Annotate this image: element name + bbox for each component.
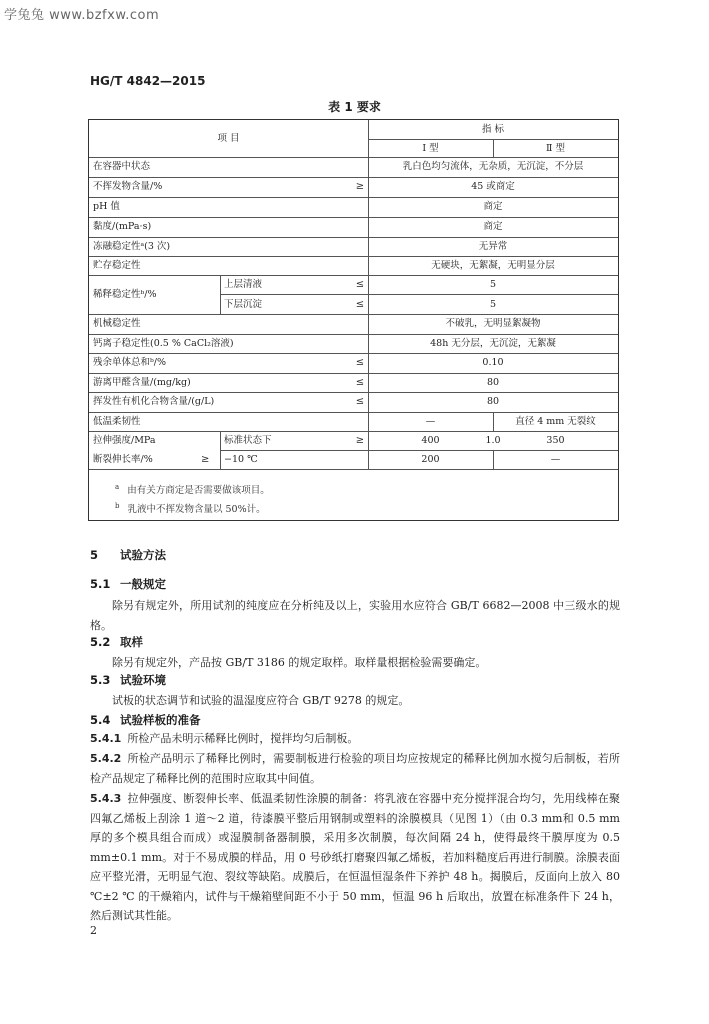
- row-label: 冻融稳定性ᵃ(3 次): [93, 241, 171, 252]
- row-value: 不破乳，无明显絮凝物: [445, 318, 541, 329]
- row-value: 45 或商定: [471, 181, 515, 192]
- row-value: 1.0: [485, 435, 501, 446]
- row-label: 机械稳定性: [93, 318, 141, 329]
- row-value-type2: —: [550, 454, 561, 465]
- row-label: 游离甲醛含量/(mg/kg): [93, 377, 191, 388]
- table-note: $^b$ 乳液中不挥发物含量以 50%计。: [115, 501, 266, 515]
- row-value-type1: 200: [421, 454, 440, 465]
- row-operator: ≥: [355, 181, 365, 192]
- row-label: pH 值: [93, 201, 120, 212]
- row-operator: ≤: [355, 357, 365, 368]
- row-label: 残余单体总和ᵇ/%: [93, 357, 167, 368]
- row-label: 不挥发物含量/%: [93, 181, 163, 192]
- row-label: 黏度/(mPa·s): [93, 221, 152, 232]
- page-number: 2: [90, 924, 97, 937]
- sub-label: −10 ℃: [224, 454, 258, 465]
- standard-code: HG/T 4842—2015: [90, 74, 206, 88]
- row-label: 在容器中状态: [93, 161, 151, 172]
- row-label: 钙离子稳定性(0.5 % CaCl₂溶液): [93, 338, 234, 349]
- head-index: 指 标: [481, 124, 505, 135]
- paragraph: 试板的状态调节和试验的温湿度应符合 GB/T 9278 的规定。: [112, 694, 410, 707]
- section-heading: 5.3 试验环境: [90, 673, 166, 687]
- clause: 5.4.1 所检产品未明示稀释比例时，搅拌均匀后制板。: [90, 732, 359, 745]
- row-value: 48h 无分层，无沉淀，无絮凝: [430, 338, 556, 349]
- paragraph: 除另有规定外，所用试剂的纯度应在分析纯及以上，实验用水应符合 GB/T 6682—2008 中三级水的规格。: [90, 599, 620, 632]
- row-label: 稀释稳定性ᵇ/%: [93, 289, 157, 300]
- row-value-type1: —: [425, 416, 436, 427]
- sub-label: 标准状态下: [224, 435, 272, 446]
- row-value-type2: 直径 4 mm 无裂纹: [515, 416, 596, 427]
- section-heading: 5.2 取样: [90, 635, 143, 649]
- row-label: 拉伸强度/MPa: [93, 435, 156, 446]
- head-type1: Ⅰ 型: [422, 143, 439, 154]
- row-value: 80: [486, 377, 500, 388]
- row-label: 断裂伸长率/%: [93, 454, 153, 465]
- row-value: 商定: [483, 221, 503, 232]
- table-note: $^a$ 由有关方商定是否需要做该项目。: [115, 482, 270, 496]
- requirements-table: [88, 119, 619, 521]
- row-label: 挥发性有机化合物含量/(g/L): [93, 396, 215, 407]
- table-title: 表 1 要求: [328, 100, 381, 114]
- row-label: 低温柔韧性: [93, 416, 141, 427]
- row-operator: ≤: [355, 396, 365, 407]
- watermark: 学兔兔 www.bzfxw.com: [4, 8, 160, 23]
- paragraph: 除另有规定外，产品按 GB/T 3186 的规定取样。取样量根据检验需要确定。: [112, 656, 487, 669]
- section-heading: 5.1 一般规定: [90, 577, 166, 591]
- head-type2: Ⅱ 型: [546, 143, 565, 154]
- row-value: 5: [489, 279, 497, 290]
- row-label: 贮存稳定性: [93, 260, 141, 271]
- row-operator: ≥: [355, 435, 365, 446]
- row-value: 无硬块，无絮凝，无明显分层: [431, 260, 555, 271]
- row-value: 80: [486, 396, 500, 407]
- sub-label: 上层清液: [224, 279, 263, 290]
- row-value-type1: 400: [421, 435, 440, 446]
- head-item: 项 目: [217, 133, 240, 144]
- section-heading: 5 试验方法: [90, 548, 166, 562]
- row-value: 无异常: [478, 241, 508, 252]
- row-value: 商定: [483, 201, 503, 212]
- clause: 5.4.2 所检产品明示了稀释比例时，需要制板进行检验的项目均应按规定的稀释比例加水搅匀后制板，若所检产品规定了稀释比例的范围时应取其中间值。: [90, 752, 620, 785]
- sub-label: 下层沉淀: [224, 299, 263, 310]
- section-heading: 5.4 试验样板的准备: [90, 713, 201, 727]
- row-operator: ≤: [355, 279, 365, 290]
- row-value: 5: [489, 299, 497, 310]
- row-value: 0.10: [482, 357, 504, 368]
- clause: 5.4.3 拉伸强度、断裂伸长率、低温柔韧性涂膜的制备：将乳液在容器中充分搅拌混合均匀，先用线棒在聚四氟乙烯板上刮涂 1 道～2 道，待漆膜平整后用钢制或塑料的涂膜模具（见图 1）（由 0.3 mm和 0.5 mm 厚的多个模具组合而成）或湿膜制备器制膜，采用多次制膜，每次间隔 24 h，使得最终干膜厚度为 0.5 mm±0.1 mm。对于不易成膜的样品，用 0 号砂纸打磨聚四氟乙烯板，若加料糙度后再进行制膜。涂膜表面应平整光滑，无明显气泡、裂纹等缺陷。成膜后，在恒温恒湿条件下养护 48 h。揭膜后，反面向上放入 80 ℃±2 ℃ 的干燥箱内，试件与干燥箱壁间距不小于 50 mm，恒温 96 h 后取出，放置在标准条件下 24 h，然后测试其性能。: [90, 792, 620, 922]
- row-operator: ≤: [355, 377, 365, 388]
- row-value-type2: 350: [546, 435, 565, 446]
- row-operator: ≤: [355, 299, 365, 310]
- row-value: 乳白色均匀流体，无杂质，无沉淀，不分层: [402, 161, 584, 172]
- row-operator: ≥: [201, 454, 210, 465]
